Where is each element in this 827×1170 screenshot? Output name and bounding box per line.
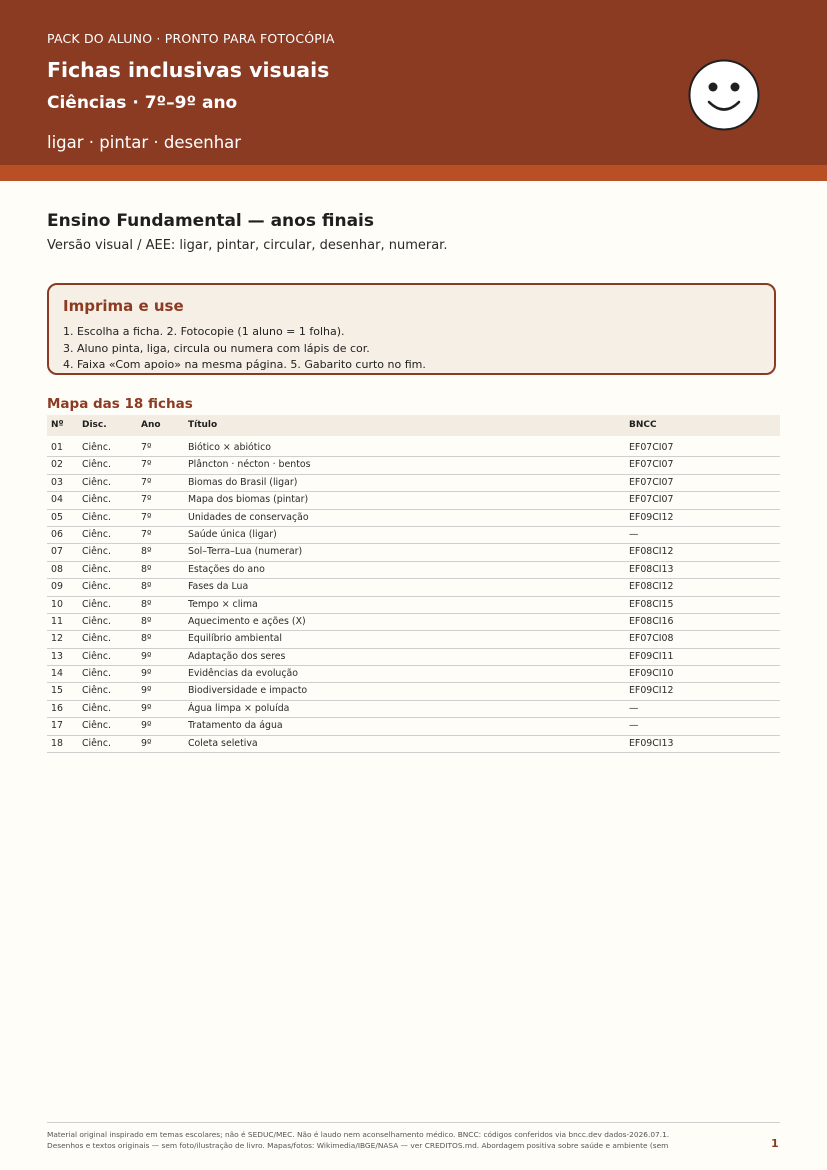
- table-header: [47, 415, 780, 436]
- table-row: [47, 631, 780, 648]
- page-title: Fichas inclusivas visuais: [47, 58, 330, 82]
- row-discipline: Ciênc.: [82, 615, 111, 627]
- row-number: 11: [51, 615, 63, 627]
- row-year: 9º: [141, 650, 152, 662]
- row-number: 12: [51, 633, 63, 645]
- row-title: Biomas do Brasil (ligar): [188, 476, 298, 488]
- row-bncc: EF08CI15: [629, 598, 674, 610]
- header-tagline: ligar · pintar · desenhar: [47, 133, 242, 152]
- row-number: 03: [51, 476, 63, 488]
- row-bncc: EF09CI12: [629, 685, 674, 697]
- row-bncc: EF08CI12: [629, 581, 674, 593]
- row-discipline: Ciênc.: [82, 633, 111, 645]
- instruction-line: 1. Escolha a ficha. 2. Fotocopie (1 aluno = 1 folha).: [63, 325, 345, 338]
- row-bncc: EF07CI07: [629, 459, 674, 471]
- row-number: 17: [51, 720, 63, 732]
- row-number: 07: [51, 546, 63, 558]
- section-subtitle: Versão visual / AEE: ligar, pintar, circular, desenhar, numerar.: [47, 238, 448, 253]
- row-title: Mapa dos biomas (pintar): [188, 494, 309, 506]
- row-title: Tratamento da água: [188, 720, 283, 732]
- row-bncc: EF07CI07: [629, 476, 674, 488]
- instruction-line: 4. Faixa «Com apoio» na mesma página. 5. Gabarito curto no fim.: [63, 358, 426, 371]
- page-number: 1: [771, 1137, 779, 1150]
- row-year: 9º: [141, 685, 152, 697]
- row-discipline: Ciênc.: [82, 563, 111, 575]
- row-title: Biodiversidade e impacto: [188, 685, 308, 697]
- row-bncc: EF07CI07: [629, 442, 674, 453]
- row-title: Equilíbrio ambiental: [188, 633, 282, 645]
- footer-note: Desenhos e textos originais — sem foto/ilustração de livro. Mapas/fotos: Wikimedia/IBGE/NASA — ver CREDITOS.md. Abordagem positiva sobre saúde e ambiente (sem: [47, 1141, 669, 1150]
- table-row: [47, 457, 780, 474]
- row-discipline: Ciênc.: [82, 494, 111, 506]
- column-header-discipline: Disc.: [82, 420, 107, 430]
- table-row: [47, 614, 780, 631]
- column-header-title: Título: [188, 420, 218, 430]
- row-year: 7º: [141, 511, 152, 523]
- table-row: [47, 562, 780, 579]
- row-title: Tempo × clima: [188, 598, 258, 610]
- row-discipline: Ciênc.: [82, 720, 111, 732]
- row-number: 13: [51, 650, 63, 662]
- row-year: 7º: [141, 442, 152, 453]
- row-discipline: Ciênc.: [82, 546, 111, 558]
- table-row: [47, 440, 780, 457]
- row-year: 7º: [141, 494, 152, 506]
- section-title: Ensino Fundamental — anos finais: [47, 211, 374, 231]
- row-number: 04: [51, 494, 63, 506]
- row-year: 8º: [141, 546, 152, 558]
- row-discipline: Ciênc.: [82, 511, 111, 523]
- column-header-bncc: BNCC: [629, 420, 657, 430]
- row-bncc: EF08CI16: [629, 615, 674, 627]
- row-bncc: EF08CI12: [629, 546, 674, 558]
- row-year: 7º: [141, 459, 152, 471]
- row-discipline: Ciênc.: [82, 685, 111, 697]
- row-bncc: —: [629, 702, 639, 714]
- row-bncc: EF07CI08: [629, 633, 674, 645]
- row-title: Biótico × abiótico: [188, 442, 271, 453]
- column-header-number: Nº: [51, 420, 64, 430]
- row-discipline: Ciênc.: [82, 668, 111, 680]
- row-number: 09: [51, 581, 63, 593]
- row-title: Sol–Terra–Lua (numerar): [188, 546, 303, 558]
- row-title: Coleta seletiva: [188, 737, 258, 749]
- row-year: 8º: [141, 563, 152, 575]
- row-title: Aquecimento e ações (X): [188, 615, 306, 627]
- row-title: Saúde única (ligar): [188, 528, 277, 540]
- row-title: Unidades de conservação: [188, 511, 309, 523]
- row-number: 16: [51, 702, 63, 714]
- row-discipline: Ciênc.: [82, 528, 111, 540]
- table-row: [47, 579, 780, 596]
- table-row: [47, 701, 780, 718]
- instructions-title: Imprima e use: [63, 297, 184, 315]
- table-row: [47, 683, 780, 700]
- table-row: [47, 475, 780, 492]
- row-number: 06: [51, 528, 63, 540]
- row-title: Plâncton · nécton · bentos: [188, 459, 311, 471]
- row-bncc: —: [629, 528, 639, 540]
- table-body: [47, 440, 780, 753]
- row-number: 02: [51, 459, 63, 471]
- footer-note: Material original inspirado em temas escolares; não é SEDUC/MEC. Não é laudo nem aconselhamento médico. BNCC: códigos conferidos via bncc.dev dados-2026.07.1.: [47, 1130, 670, 1139]
- row-discipline: Ciênc.: [82, 459, 111, 471]
- row-discipline: Ciênc.: [82, 737, 111, 749]
- worksheet-table: [47, 415, 780, 753]
- row-bncc: EF09CI10: [629, 668, 674, 680]
- column-header-year: Ano: [141, 420, 161, 430]
- row-discipline: Ciênc.: [82, 581, 111, 593]
- row-number: 15: [51, 685, 63, 697]
- row-year: 9º: [141, 737, 152, 749]
- row-year: 7º: [141, 476, 152, 488]
- row-bncc: EF07CI07: [629, 494, 674, 506]
- row-year: 9º: [141, 720, 152, 732]
- table-row: [47, 666, 780, 683]
- row-year: 7º: [141, 528, 152, 540]
- row-bncc: EF09CI13: [629, 737, 674, 749]
- row-bncc: —: [629, 720, 639, 732]
- page-subtitle: Ciências · 7º–9º ano: [47, 93, 238, 113]
- row-title: Fases da Lua: [188, 581, 249, 593]
- row-discipline: Ciênc.: [82, 442, 111, 453]
- instructions-box: [47, 283, 776, 375]
- row-number: 08: [51, 563, 63, 575]
- map-title: Mapa das 18 fichas: [47, 396, 193, 412]
- table-row: [47, 649, 780, 666]
- header-kicker: PACK DO ALUNO · PRONTO PARA FOTOCÓPIA: [47, 31, 335, 46]
- table-row: [47, 718, 780, 735]
- table-row: [47, 597, 780, 614]
- row-year: 8º: [141, 598, 152, 610]
- table-row: [47, 527, 780, 544]
- row-title: Evidências da evolução: [188, 668, 299, 680]
- page-header: [0, 0, 827, 165]
- table-row: [47, 736, 780, 753]
- row-bncc: EF09CI12: [629, 511, 674, 523]
- row-discipline: Ciênc.: [82, 598, 111, 610]
- header-stripe: [0, 165, 827, 181]
- row-number: 01: [51, 442, 63, 453]
- row-number: 05: [51, 511, 63, 523]
- row-discipline: Ciênc.: [82, 702, 111, 714]
- row-bncc: EF09CI11: [629, 650, 674, 662]
- row-number: 10: [51, 598, 63, 610]
- instruction-line: 3. Aluno pinta, liga, circula ou numera com lápis de cor.: [63, 342, 370, 355]
- row-year: 8º: [141, 615, 152, 627]
- smiley-face-icon: [688, 59, 760, 131]
- table-row: [47, 510, 780, 527]
- row-year: 8º: [141, 581, 152, 593]
- row-discipline: Ciênc.: [82, 476, 111, 488]
- row-number: 14: [51, 668, 63, 680]
- row-year: 9º: [141, 702, 152, 714]
- row-year: 8º: [141, 633, 152, 645]
- row-number: 18: [51, 737, 63, 749]
- row-discipline: Ciênc.: [82, 650, 111, 662]
- footer-divider: [47, 1122, 780, 1123]
- row-title: Estações do ano: [188, 563, 265, 575]
- row-year: 9º: [141, 668, 152, 680]
- table-row: [47, 492, 780, 509]
- row-title: Adaptação dos seres: [188, 650, 286, 662]
- table-row: [47, 544, 780, 561]
- row-title: Água limpa × poluída: [188, 702, 290, 714]
- row-bncc: EF08CI13: [629, 563, 674, 575]
